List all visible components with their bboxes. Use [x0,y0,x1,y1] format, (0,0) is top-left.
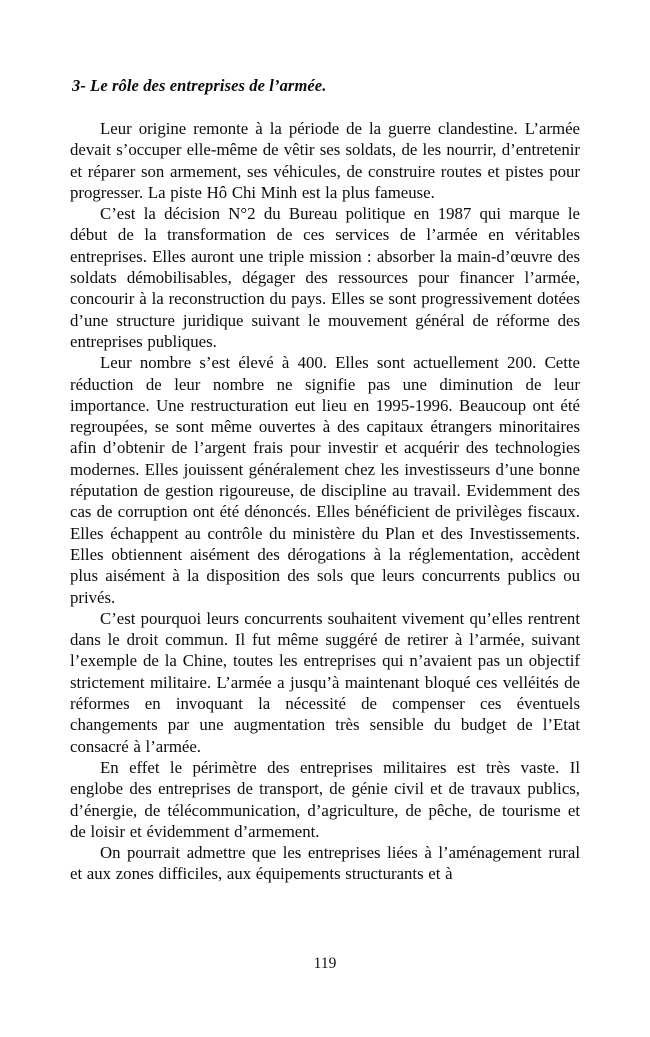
body-text [70,118,580,885]
paragraph-nombre-restructuration: Leur nombre s’est élevé à 400. Elles sont actuellement 200. Cette réduction de leur nombre ne signifie pas une diminution de leur importance. Une restructuration eut lieu en 1995-1996. Beaucoup ont été regroupées, se sont même ouvertes à des capitaux étrangers minoritaires afin d’obtenir de l’argent frais pour investir et acquérir des technologies modernes. Elles jouissent généralement chez les investisseurs d’une bonne réputation de gestion rigoureuse, de discipline au travail. Evidemment des cas de corruption ont été dénoncés. Elles bénéficient de privilèges fiscaux. Elles échappent au contrôle du ministère du Plan et des Investissements. Elles obtiennent aisément des dérogations à la réglementation, accèdent plus aisément à la disposition des sols que leurs concurrents publics ou privés. [70,353,580,607]
page-number: 119 [313,955,337,972]
paragraph-concurrents-droit-commun: C’est pourquoi leurs concurrents souhaitent vivement qu’elles rentrent dans le droit commun. Il fut même suggéré de retirer à l’armée, suivant l’exemple de la Chine, toutes les entreprises qui n’avaient pas un objectif strictement militaire. L’armée a jusqu’à maintenant bloqué ces velléités de réformes en invoquant la nécessité de compenser ces éventuels changements par une augmentation très sensible du budget de l’Etat consacré à l’armée. [70,608,580,756]
section-heading: 3- Le rôle des entreprises de l’armée. [72,76,327,95]
paragraph-amenagement-rural: On pourrait admettre que les entreprises liées à l’aménagement rural et aux zones difficiles, aux équipements structurants et à [70,843,580,884]
paragraph-decision-1987: C’est la décision N°2 du Bureau politique en 1987 qui marque le début de la transformation de ces services de l’armée en véritables entreprises. Elles auront une triple mission : absorber la main-d’œuvre des soldats démobilisables, dégager des ressources pour financer l’armée, concourir à la reconstruction du pays. Elles se sont progressivement dotées d’une structure juridique suivant le mouvement général de réforme des entreprises publiques. [70,204,580,351]
paragraph-perimetre: En effet le périmètre des entreprises militaires est très vaste. Il englobe des entreprises de transport, de génie civil et de travaux publics, d’énergie, de télécommunication, d’agriculture, de pêche, de tourisme et de loisir et évidemment d’armement. [70,757,580,841]
paragraph-origin: Leur origine remonte à la période de la guerre clandestine. L’armée devait s’occuper elle-même de vêtir ses soldats, de les nourrir, d’entretenir et réparer son armement, ses véhicules, de construire routes et pistes pour progresser. La piste Hô Chi Minh est la plus fameuse. [70,119,580,202]
